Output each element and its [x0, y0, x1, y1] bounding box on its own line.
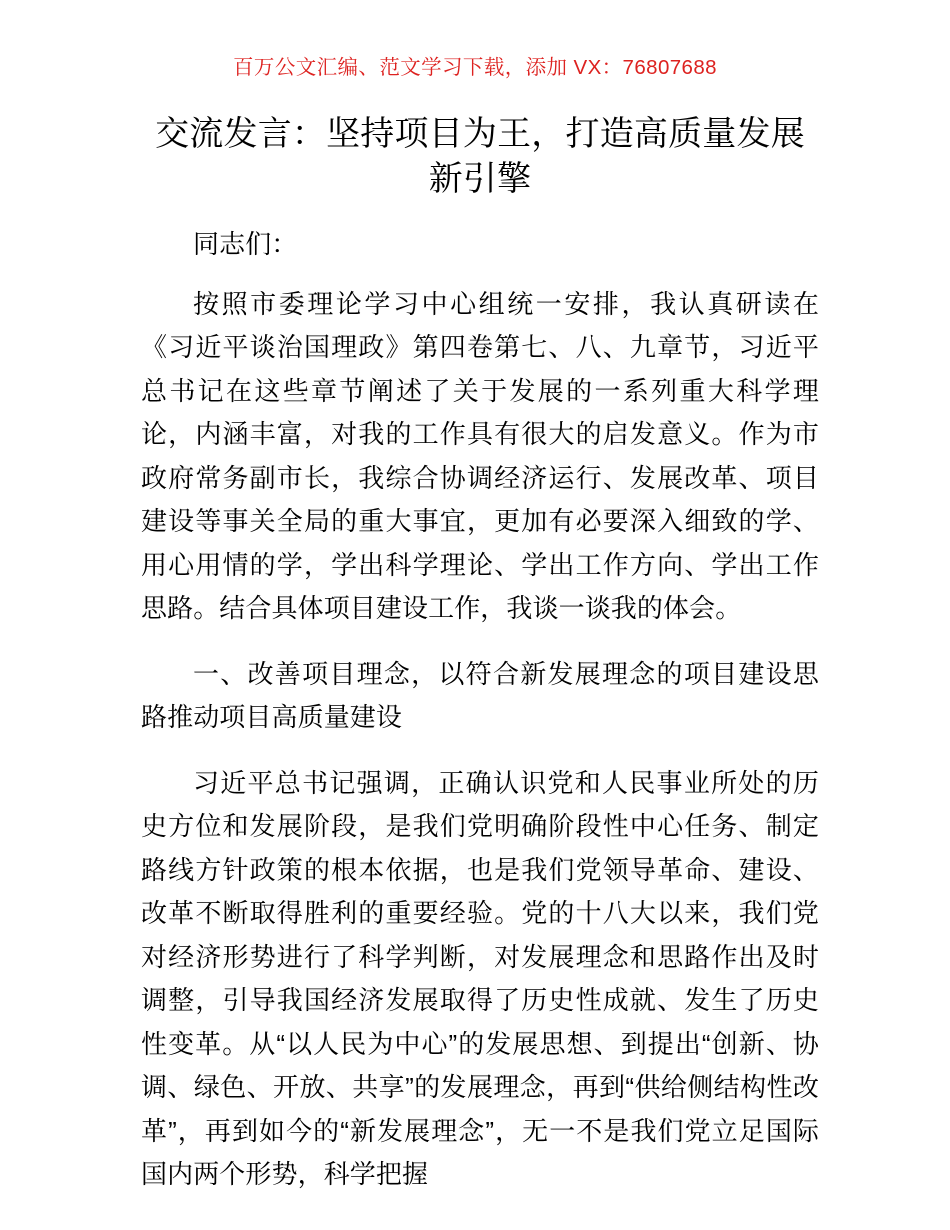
spacer-after-salutation	[141, 267, 819, 283]
document-body	[141, 96, 819, 1197]
spacer-after-section-heading-one	[141, 740, 819, 762]
document-title: 交流发言：坚持项目为王，打造高质量发展新引擎	[155, 115, 805, 198]
spacer-before-section-one	[141, 631, 819, 653]
spacer-after-title	[141, 202, 819, 223]
page-header	[0, 0, 950, 96]
salutation-line: 同志们：	[193, 229, 298, 259]
promo-watermark-text: 百万公文汇编、范文学习下载，添加 VX：76807688	[233, 55, 717, 79]
paragraph-intro: 按照市委理论学习中心组统一安排，我认真研读在《习近平谈治国理政》第四卷第七、八、九章节，习近平总书记在这些章节阐述了关于发展的一系列重大科学理论，内涵丰富，对我的工作具有很大的启发意义。作为市政府常务副市长，我综合协调经济运行、发展改革、项目建设等事关全局的重大事宜，更加有必要深入细致的学、用心用情的学，学出科学理论、学出工作方向、学出工作思路。结合具体项目建设工作，我谈一谈我的体会。	[141, 288, 819, 623]
section-heading-one: 一、改善项目理念，以符合新发展理念的项目建设思路推动项目高质量建设	[141, 658, 819, 732]
paragraph-section-one-body: 习近平总书记强调，正确认识党和人民事业所处的历史方位和发展阶段，是我们党明确阶段性中心任务、制定路线方针政策的根本依据，也是我们党领导革命、建设、改革不断取得胜利的重要经验。党的十八大以来，我们党对经济形势进行了科学判断，对发展理念和思路作出及时调整，引导我国经济发展取得了历史性成就、发生了历史性变革。从“以人民为中心”的发展思想、到提出“创新、协调、绿色、开放、共享”的发展理念，再到“供给侧结构性改革”，再到如今的“新发展理念”，无一不是我们党立足国际国内两个形势，科学把握	[141, 767, 819, 1189]
